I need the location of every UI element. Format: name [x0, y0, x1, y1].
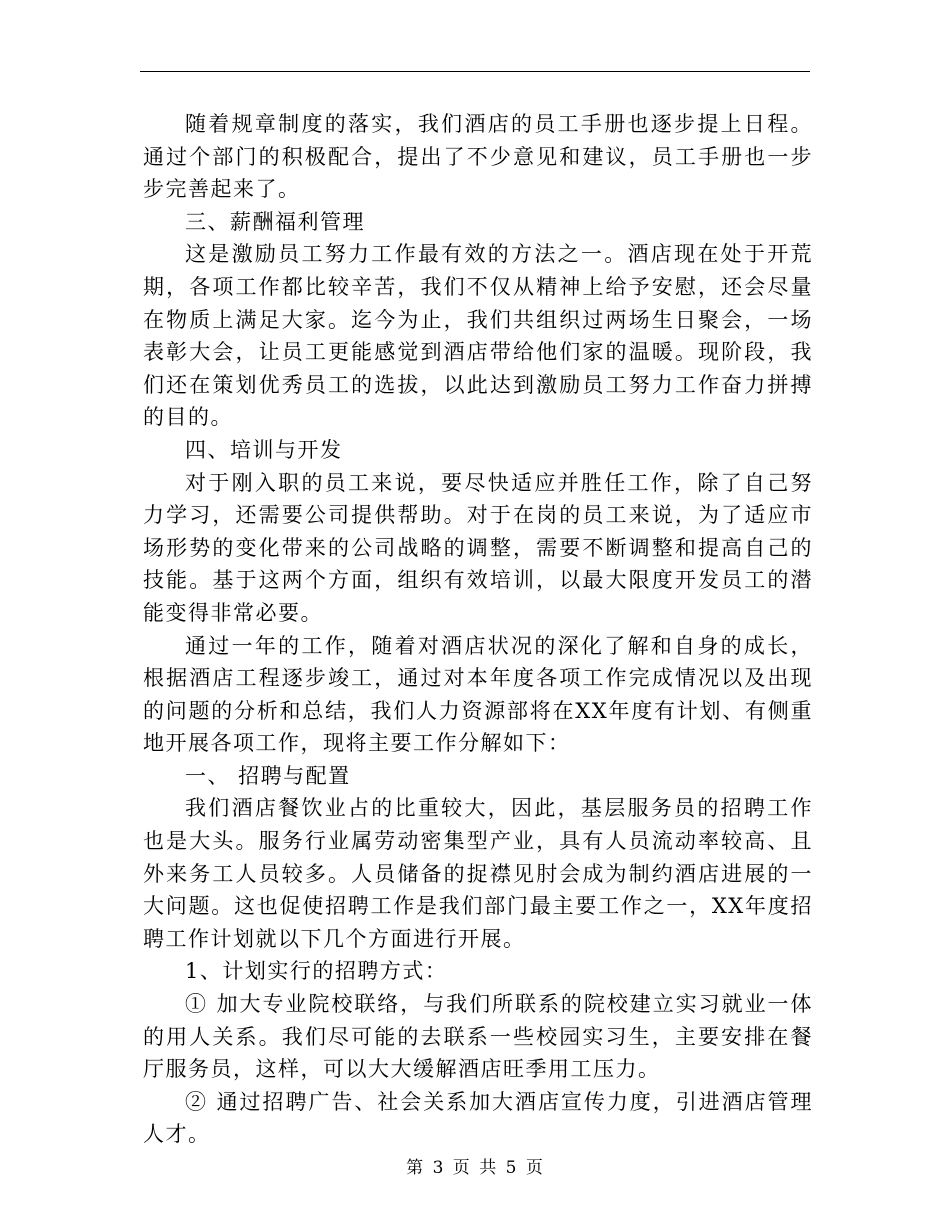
- paragraph-training: 对于刚入职的员工来说，要尽快适应并胜任工作，除了自己努力学习，还需要公司提供帮助。对于在岗的员工来说，为了适应市场形势的变化带来的公司战略的调整，需要不断调整和提高自己的技能。基于这两个方面，组织有效培训，以最大限度开发员工的潜能变得非常必要。: [143, 470, 813, 625]
- paragraph-handbook: 随着规章制度的落实，我们酒店的员工手册也逐步提上日程。通过个部门的积极配合，提出了不少意见和建议，员工手册也一步步完善起来了。: [143, 112, 813, 202]
- paragraph-year-plan: 通过一年的工作，随着对酒店状况的深化了解和自身的成长，根据酒店工程逐步竣工，通过对本年度各项工作完成情况以及出现的问题的分析和总结，我们人力资源部将在XX年度有计划、有侧重地开展各项工作，现将主要工作分解如下：: [143, 633, 813, 756]
- page-footer: 第 3 页 共 5 页: [406, 1158, 544, 1178]
- document-body: [143, 108, 813, 1151]
- list-item-advertising: ② 通过招聘广告、社会关系加大酒店宣传力度，引进酒店管理人才。: [143, 1089, 813, 1147]
- heading-recruitment: 一、 招聘与配置: [185, 763, 351, 788]
- header-rule: [140, 71, 810, 72]
- list-item-schools: ① 加大专业院校联络，与我们所联系的院校建立实习就业一体的用人关系。我们尽可能的去联系一些校园实习生，主要安排在餐厅服务员，这样，可以大大缓解酒店旺季用工压力。: [143, 992, 813, 1082]
- heading-compensation: 三、薪酬福利管理: [185, 209, 365, 234]
- paragraph-compensation: 这是激励员工努力工作最有效的方法之一。酒店现在处于开荒期，各项工作都比较辛苦，我们不仅从精神上给予安慰，还会尽量在物质上满足大家。迄今为止，我们共组织过两场生日聚会，一场表彰大会，让员工更能感觉到酒店带给他们家的温暖。现阶段，我们还在策划优秀员工的选拔，以此达到激励员工努力工作奋力拼搏的目的。: [143, 242, 813, 430]
- paragraph-recruitment: 我们酒店餐饮业占的比重较大，因此，基层服务员的招聘工作也是大头。服务行业属劳动密集型产业，具有人员流动率较高、且外来务工人员较多。人员储备的捉襟见肘会成为制约酒店进展的一大问题。这也促使招聘工作是我们部门最主要工作之一，XX年度招聘工作计划就以下几个方面进行开展。: [143, 796, 813, 951]
- subheading-recruitment-methods: 1、计划实行的招聘方式：: [185, 959, 448, 984]
- heading-training: 四、培训与开发: [185, 437, 343, 462]
